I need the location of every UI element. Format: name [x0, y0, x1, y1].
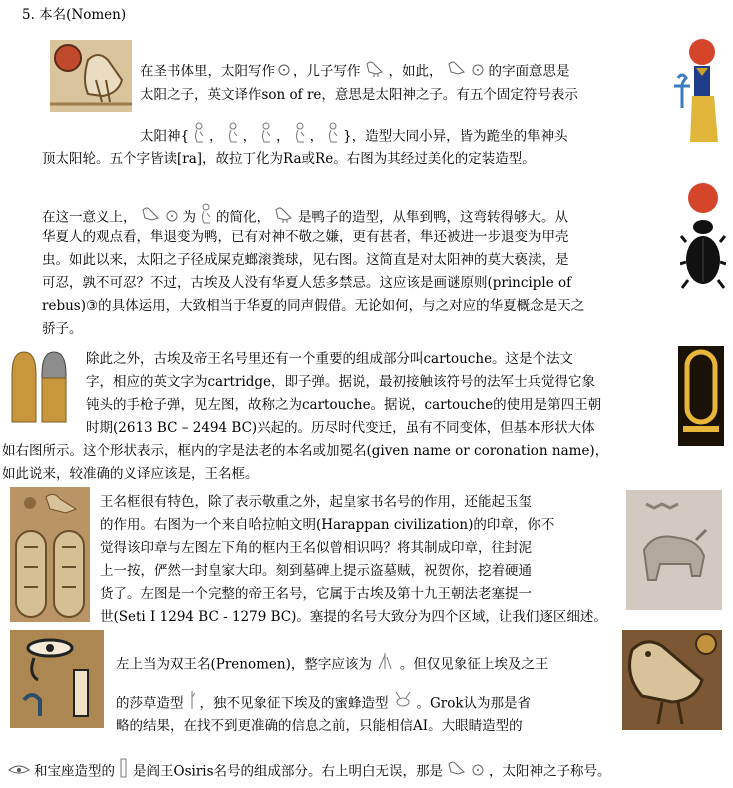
para4-line3: 觉得该印章与左图左下角的框内王名似曾相识吗？将其制成印章，往封泥: [100, 540, 532, 556]
para1-line2: 太阳之子，英文译作son of re，意思是太阳神之子。有五个固定符号表示: [140, 87, 578, 103]
sun-glyph-icon: [278, 61, 290, 84]
harappan-seal-photo: [626, 490, 722, 610]
para1-line1: 在圣书体里，太阳写作 ，儿子写作 ，如此， 的字面意思是: [140, 58, 570, 86]
duck-glyph-icon: [364, 58, 386, 86]
section-heading: 5. 本名(Nomen): [22, 7, 127, 23]
scarab-beetle-figure: [680, 182, 726, 292]
para3-line4: 时期(2613 BC – 2494 BC)兴起的。历尽时代变迁，虽有不同变体，但基本形状大体: [86, 420, 595, 436]
hieroglyph-photo-sun-duck: [50, 40, 132, 112]
son-of-ra-relief-photo: [622, 630, 722, 730]
bullet-cartridges-figure: [8, 348, 72, 428]
para5-line4: 和宝座造型的 是阎王Osiris名号的组成部分。右上明白无误，那是 ，太阳神之子称号。: [4, 757, 611, 787]
para4-line4: 上一按，俨然一封皇家大印。刻到墓碑上提示盗墓贼，祝贺你，挖着硬通: [100, 563, 532, 579]
son-of-ra-glyph-icon: [446, 758, 486, 786]
para1-line3: 太阳神{ ， ， ， ， }，造型大同小异，皆为跪坐的隼神头: [140, 122, 568, 152]
sedge-bee-glyph-icon: [375, 651, 397, 679]
para1-line4: 顶太阳轮。五个字皆读[ra]，故拉丁化为Ra或Re。右图为其经过美化的定装造型。: [42, 151, 536, 167]
prenomen-relief-photo: [10, 630, 104, 728]
para3-line2: 字，相应的英文字为cartridge，即子弹。据说，最初接触该符号的法军士兵觉得它象: [86, 374, 596, 390]
para3-line3: 钝头的手枪子弹，见左图，故称之为cartouche。据说，cartouche的使用是第四王朝: [86, 397, 602, 413]
son-of-ra-glyph-icon: [446, 58, 486, 86]
para2-line5: rebus)③的具体运用，大致相当于华夏的同声假借。无论如何，与之对应的华夏概念是天之: [42, 298, 585, 314]
para4-line6: 世(Seti I 1294 BC - 1279 BC)。塞提的名号大致分为四个区域，让我们逐区细述。: [100, 609, 607, 625]
para5-line2: 的莎草造型 ，独不见象征下埃及的蜜蜂造型 。Grok认为那是省: [116, 689, 531, 719]
para5-line1: 左上当为双王名(Prenomen)，整字应该为 。但仅见象征上埃及之王: [116, 651, 548, 679]
para2-line4: 可忍，孰不可忍？不过，古埃及人没有华夏人恁多禁忌。这应该是画谜原则(principle of: [42, 275, 572, 291]
bee-glyph-icon: [392, 690, 414, 718]
cartouche-figure: [678, 346, 724, 446]
para4-line2: 的作用。右图为一个来自哈拉帕文明(Harappan civilization)的印章，你不: [100, 517, 555, 533]
para4-line1: 王名框很有特色，除了表示敬重之外，起皇家书名号的作用，还能起玉玺: [100, 494, 532, 510]
seti-i-cartouche-relief-photo: [10, 487, 90, 622]
para2-line2: 华夏人的观点看，隼退变为鸭，已有对神不敬之嫌，更有甚者，隼还被进一步退变为甲壳: [42, 229, 569, 245]
throne-glyph-icon: [118, 757, 130, 787]
para2-line6: 骄子。: [42, 321, 83, 337]
para3-line6: 如此说来，较准确的义译应该是，王名框。: [2, 466, 259, 482]
para5-line3: 略的结果，在找不到更准确的信息之前，只能相信AI。大眼睛造型的: [116, 718, 523, 734]
para3-line1: 除此之外，古埃及帝王名号里还有一个重要的组成部分叫cartouche。这是个法文: [86, 351, 574, 367]
para4-line5: 货了。左图是一个完整的帝王名号，它属于古埃及第十九王朝法老塞提一: [100, 586, 532, 602]
ra-deity-figure: [672, 38, 722, 148]
para2-line3: 虫。如此以来，太阳之子径成屎克螂滚粪球，见右图。这简直是对太阳神的莫大亵渎，是: [42, 252, 569, 268]
eye-glyph-icon: [7, 761, 31, 784]
para2-line1: 在这一意义上， 为 的简化， 是鸭子的造型，从隼到鸭，这弯转得够大。从: [42, 203, 568, 233]
para3-line5: 如右图所示。这个形状表示，框内的字是法老的本名或加冕名(given name or coronation name)，: [2, 443, 609, 459]
